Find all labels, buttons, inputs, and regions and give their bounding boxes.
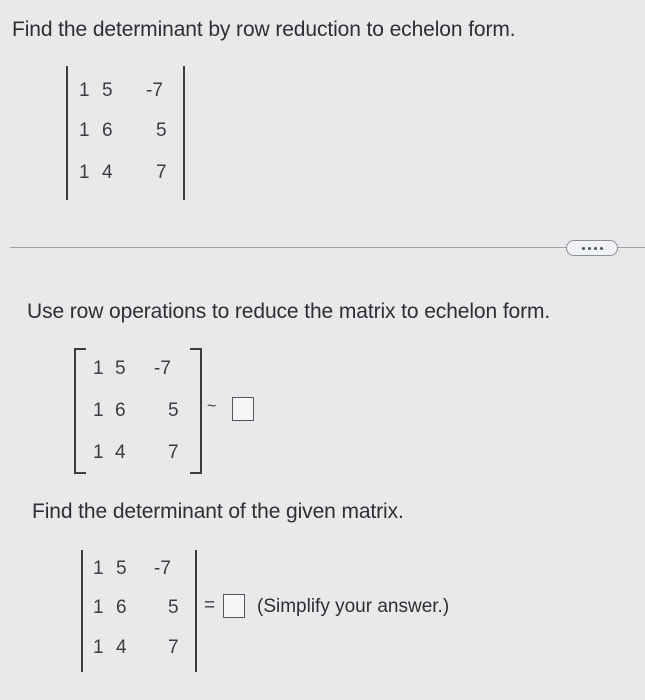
ellipsis-icon [582, 247, 585, 250]
determinant-right-bar [195, 550, 197, 672]
matrix-cell: 4 [115, 442, 126, 463]
echelon-form-answer-box[interactable] [232, 397, 254, 421]
ellipsis-icon [588, 247, 591, 250]
equivalence-symbol: ~ [207, 398, 217, 415]
ellipsis-icon [600, 247, 603, 250]
problem-instruction: Find the determinant by row reduction to echelon form. [12, 18, 516, 41]
matrix-cell: 7 [156, 162, 167, 183]
section-divider [10, 247, 566, 248]
matrix-cell: 5 [156, 120, 167, 141]
determinant-answer-box[interactable] [223, 594, 245, 618]
determinant-right-bar [183, 66, 185, 200]
step1-instruction: Use row operations to reduce the matrix to echelon form. [27, 300, 551, 323]
step2-instruction: Find the determinant of the given matrix. [32, 500, 404, 523]
matrix-cell: 1 [79, 120, 90, 141]
matrix-cell: -7 [146, 80, 163, 101]
determinant-left-bar [81, 550, 83, 672]
matrix-cell: 6 [102, 120, 113, 141]
matrix-cell: 7 [168, 637, 179, 658]
matrix-cell: 7 [168, 442, 179, 463]
section-divider [617, 247, 645, 248]
matrix-cell: 6 [116, 597, 127, 618]
matrix-cell: 5 [168, 400, 179, 421]
matrix-cell: -7 [154, 558, 171, 579]
equals-symbol: = [204, 595, 216, 616]
ellipsis-icon [594, 247, 597, 250]
matrix-cell: -7 [154, 358, 171, 379]
matrix-cell: 5 [116, 558, 127, 579]
matrix-cell: 1 [79, 162, 90, 183]
matrix-cell: 5 [168, 597, 179, 618]
matrix-cell: 1 [93, 597, 104, 618]
matrix-cell: 1 [79, 80, 90, 101]
simplify-hint: (Simplify your answer.) [257, 596, 450, 617]
matrix-cell: 1 [93, 442, 104, 463]
matrix-cell: 1 [93, 637, 104, 658]
matrix-left-bracket [74, 348, 86, 474]
more-options-button[interactable] [566, 240, 618, 256]
matrix-cell: 4 [116, 637, 127, 658]
matrix-cell: 5 [102, 80, 113, 101]
determinant-left-bar [66, 66, 68, 200]
matrix-cell: 1 [93, 358, 104, 379]
matrix-cell: 1 [93, 400, 104, 421]
matrix-cell: 6 [115, 400, 126, 421]
matrix-cell: 4 [102, 162, 113, 183]
matrix-cell: 5 [115, 358, 126, 379]
matrix-right-bracket [190, 348, 202, 474]
matrix-cell: 1 [93, 558, 104, 579]
